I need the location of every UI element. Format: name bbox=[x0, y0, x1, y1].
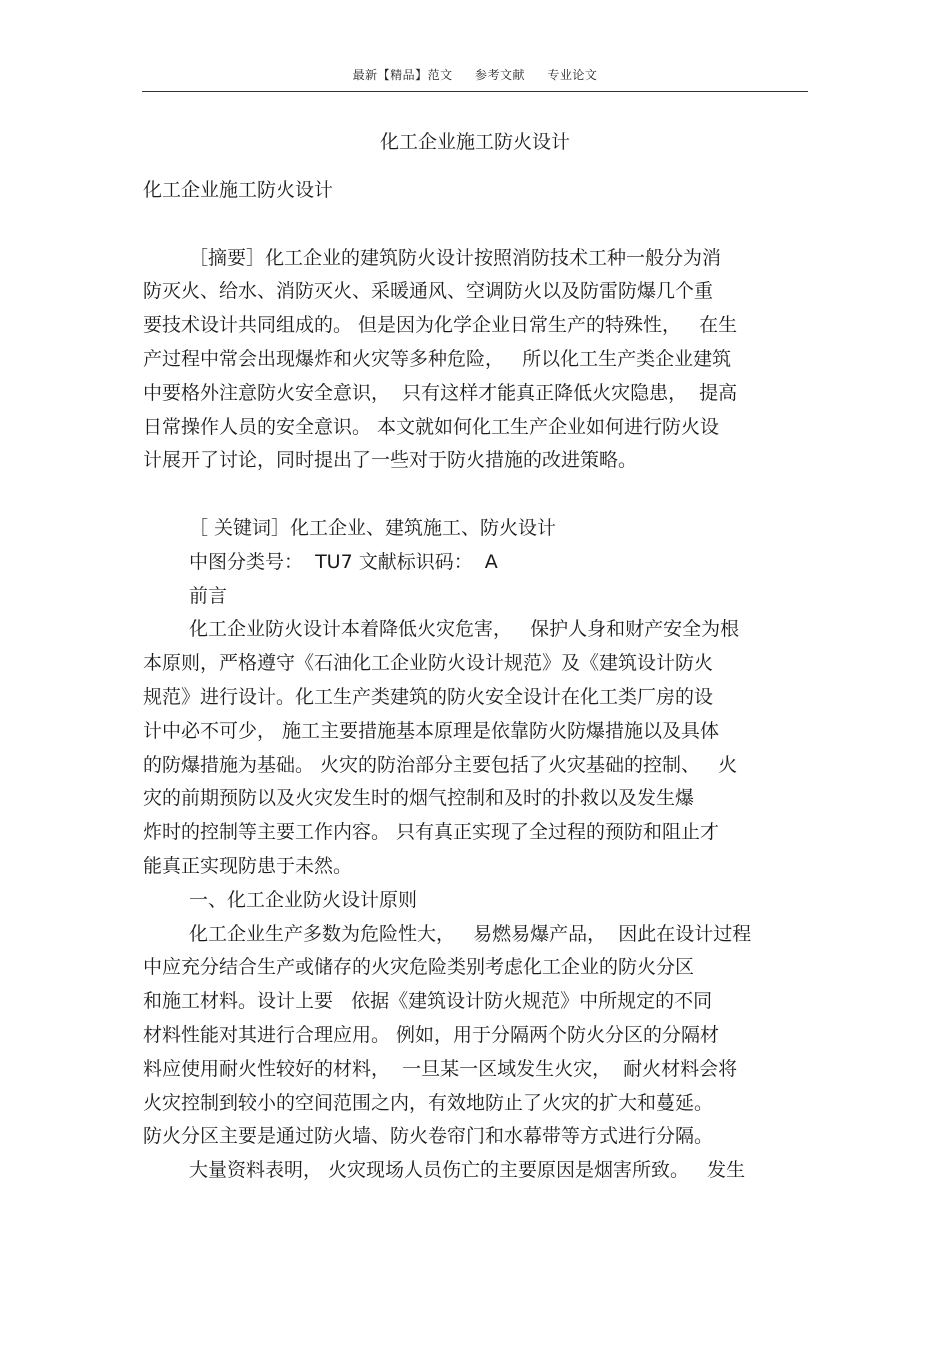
document-body bbox=[143, 174, 813, 1188]
blank-line bbox=[143, 478, 813, 512]
preface-line: 能真正实现防患于未然。 bbox=[143, 854, 353, 877]
abstract-line: 中要格外注意防火安全意识， 只有这样才能真正降低火灾隐患， 提高 bbox=[143, 381, 738, 404]
header-item-professional-papers: 专业论文 bbox=[547, 68, 598, 82]
abstract-line: 日常操作人员的安全意识。 本文就如何化工生产企业如何进行防火设 bbox=[143, 415, 720, 438]
document-title: 化工企业施工防火设计 bbox=[379, 131, 570, 153]
section-line: 化工企业生产多数为危险性大， 易燃易爆产品， 因此在设计过程 bbox=[189, 922, 752, 945]
abstract-paragraph bbox=[143, 242, 813, 479]
preface-line: 规范》进行设计。化工生产类建筑的防火安全设计在化工类厂房的设 bbox=[143, 685, 714, 708]
blank-line bbox=[143, 208, 813, 242]
preface-line: 的防爆措施为基础。 火灾的防治部分主要包括了火灾基础的控制、 火 bbox=[143, 753, 738, 776]
page-header bbox=[0, 66, 950, 84]
section-line: 火灾控制到较小的空间范围之内，有效地防止了火灾的扩大和蔓延。 bbox=[143, 1091, 714, 1114]
abstract-line: 防灭火、给水、消防灭火、采暖通风、空调防火以及防雷防爆几个重 bbox=[143, 280, 714, 303]
preface-line: 炸时的控制等主要工作内容。 只有真正实现了全过程的预防和阻止才 bbox=[143, 821, 720, 844]
abstract-line: ［摘要］化工企业的建筑防火设计按照消防技术工种一般分为消 bbox=[189, 246, 722, 269]
section-line: 大量资料表明， 火灾现场人员伤亡的主要原因是烟害所致。 发生 bbox=[189, 1159, 746, 1182]
classification-line: 中图分类号： TU7 文献标识码： A bbox=[189, 550, 498, 573]
document-subtitle: 化工企业施工防火设计 bbox=[143, 179, 334, 201]
section-paragraph bbox=[143, 918, 813, 1155]
header-divider bbox=[142, 91, 808, 92]
abstract-line: 产过程中常会出现爆炸和火灾等多种危险， 所以化工生产类企业建筑 bbox=[143, 347, 732, 370]
preface-line: 化工企业防火设计本着降低火灾危害， 保护人身和财产安全为根 bbox=[189, 618, 740, 641]
preface-heading: 前言 bbox=[189, 584, 228, 607]
section-line: 材料性能对其进行合理应用。 例如，用于分隔两个防火分区的分隔材 bbox=[143, 1023, 720, 1046]
keywords-line: ［ 关键词］化工企业、建筑施工、防火设计 bbox=[189, 516, 557, 539]
preface-line: 计中必不可少， 施工主要措施基本原理是依靠防火防爆措施以及具体 bbox=[143, 719, 720, 742]
abstract-line: 要技术设计共同组成的。 但是因为化学企业日常生产的特殊性， 在生 bbox=[143, 314, 738, 337]
section-line: 防火分区主要是通过防火墙、防火卷帘门和水幕带等方式进行分隔。 bbox=[143, 1125, 714, 1148]
section-heading: 一、化工企业防火设计原则 bbox=[189, 888, 418, 911]
preface-line: 本原则，严格遵守《石油化工企业防火设计规范》及《建筑设计防火 bbox=[143, 652, 714, 675]
abstract-line: 计展开了讨论，同时提出了一些对于防火措施的改进策略。 bbox=[143, 449, 638, 472]
section-line: 料应使用耐火性较好的材料， 一旦某一区域发生火灾， 耐火材料会将 bbox=[143, 1057, 738, 1080]
preface-paragraph bbox=[143, 613, 813, 883]
section-line: 和施工材料。设计上要 依据《建筑设计防火规范》中所规定的不同 bbox=[143, 990, 713, 1013]
header-item-latest-essays: 最新【精品】范文 bbox=[352, 68, 453, 82]
header-item-references: 参考文献 bbox=[474, 68, 525, 82]
section-line: 中应充分结合生产或储存的火灾危险类别考虑化工企业的防火分区 bbox=[143, 956, 695, 979]
preface-line: 灾的前期预防以及火灾发生时的烟气控制和及时的扑救以及发生爆 bbox=[143, 787, 695, 810]
